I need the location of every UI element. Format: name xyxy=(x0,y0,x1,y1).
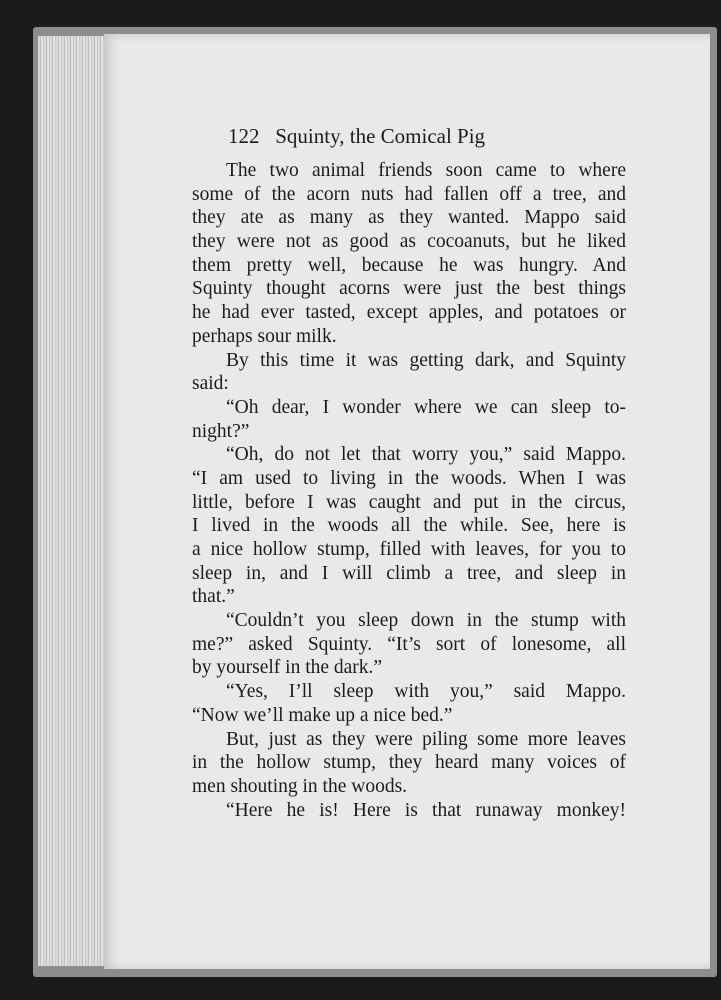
text-line: me?” asked Squinty. “It’s sort of lonesome, all xyxy=(192,633,626,655)
text-line: “Oh dear, I wonder where we can sleep to- xyxy=(226,396,626,418)
text-line: they were not as good as cocoanuts, but he liked xyxy=(192,231,626,253)
text-line: The two animal friends soon came to where xyxy=(226,160,626,181)
text-line: a nice hollow stump, filled with leaves, for you to xyxy=(192,539,626,560)
text-line: By this time it was getting dark, and Squinty xyxy=(226,349,626,371)
text-line: perhaps sour milk. xyxy=(192,325,337,347)
text-line: little, before I was caught and put in the circus, xyxy=(192,491,626,513)
text-line: But, just as they were piling some more leaves xyxy=(226,728,626,750)
text-line: sleep in, and I will climb a tree, and sleep in xyxy=(192,562,626,584)
text-line: they ate as many as they wanted. Mappo said xyxy=(192,207,626,229)
running-title: Squinty, the Comical Pig xyxy=(275,124,486,148)
page-edges xyxy=(38,36,108,966)
text-line: Squinty thought acorns were just the best things xyxy=(192,278,626,300)
text-line: some of the acorn nuts had fallen off a tree, and xyxy=(192,183,626,205)
text-line: said: xyxy=(192,373,229,395)
text-line: “I am used to living in the woods. When I was xyxy=(192,467,626,489)
text-line: I lived in the woods all the while. See, here is xyxy=(192,515,626,537)
text-line: in the hollow stump, they heard many voices of xyxy=(192,752,626,774)
text-line: night?” xyxy=(192,420,250,442)
running-header xyxy=(228,124,485,149)
text-line: “Yes, I’ll sleep with you,” said Mappo. xyxy=(226,681,626,703)
text-line: men shouting in the woods. xyxy=(192,775,408,797)
text-line: “Here he is! Here is that runaway monkey! xyxy=(226,799,626,821)
page-body-text xyxy=(192,159,626,822)
text-line: “Now we’ll make up a nice bed.” xyxy=(192,704,453,726)
text-line: that.” xyxy=(192,586,235,608)
text-line: he had ever tasted, except apples, and potatoes or xyxy=(192,302,626,324)
text-line: them pretty well, because he was hungry. And xyxy=(192,254,626,276)
text-line: “Oh, do not let that worry you,” said Mappo. xyxy=(226,444,626,466)
text-line: by yourself in the dark.” xyxy=(192,657,383,679)
text-line: “Couldn’t you sleep down in the stump with xyxy=(226,610,626,632)
page-number: 122 xyxy=(228,124,260,148)
